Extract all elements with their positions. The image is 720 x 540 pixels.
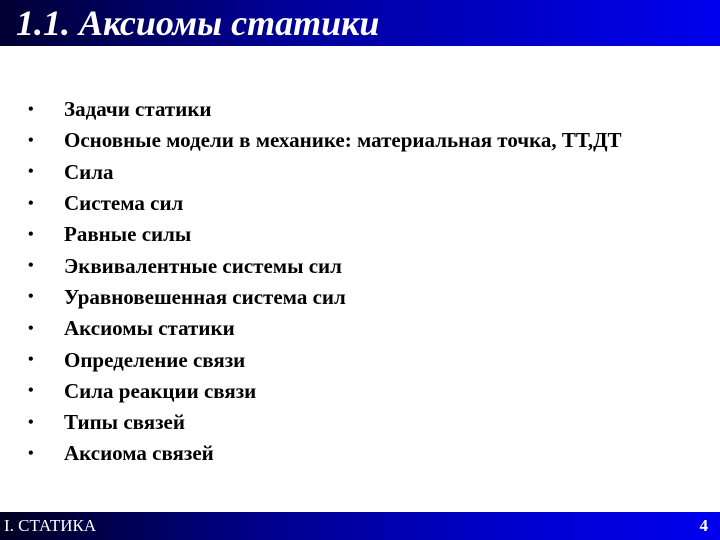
list-item-text: Аксиомы статики [64, 316, 235, 341]
slide-title: 1.1. Аксиомы статики [16, 3, 380, 43]
list-item [28, 407, 622, 438]
bullet-icon: • [28, 225, 34, 243]
list-item-text: Задачи статики [64, 97, 212, 122]
list-item [28, 250, 622, 281]
list-item [28, 282, 622, 313]
list-item-text: Сила реакции связи [64, 378, 257, 403]
list-item [28, 344, 622, 375]
list-item [28, 157, 622, 188]
list-item-text: Типы связей [64, 410, 185, 435]
list-item-text: Сила [64, 159, 114, 184]
list-item [28, 376, 622, 407]
list-item-text: Равные силы [64, 222, 192, 247]
list-item [28, 94, 622, 125]
bullet-icon: • [28, 382, 34, 400]
bullet-icon: • [28, 444, 34, 462]
list-item [28, 313, 622, 344]
list-item-text: Уравновешенная система сил [64, 284, 346, 309]
list-item [28, 188, 622, 219]
bullet-icon: • [28, 413, 34, 431]
bullet-icon: • [28, 288, 34, 306]
list-item-text: Определение связи [64, 347, 246, 372]
list-item-text: Система сил [64, 191, 184, 216]
footer-bar [0, 512, 720, 540]
bullet-icon: • [28, 100, 34, 118]
bullet-icon: • [28, 194, 34, 212]
list-item [28, 438, 622, 469]
title-bar [0, 0, 720, 46]
bullet-list [28, 94, 622, 470]
list-item-text: Аксиома связей [64, 441, 214, 466]
footer-section-label: I. СТАТИКА [4, 516, 97, 535]
list-item-text: Основные модели в механике: материальная точка, ТТ,ДТ [64, 128, 622, 153]
page-number: 4 [699, 516, 708, 535]
bullet-icon: • [28, 257, 34, 275]
list-item [28, 219, 622, 250]
bullet-icon: • [28, 351, 34, 369]
bullet-icon: • [28, 163, 34, 181]
list-item [28, 125, 622, 156]
bullet-icon: • [28, 319, 34, 337]
bullet-icon: • [28, 131, 34, 149]
list-item-text: Эквивалентные системы сил [64, 253, 342, 278]
